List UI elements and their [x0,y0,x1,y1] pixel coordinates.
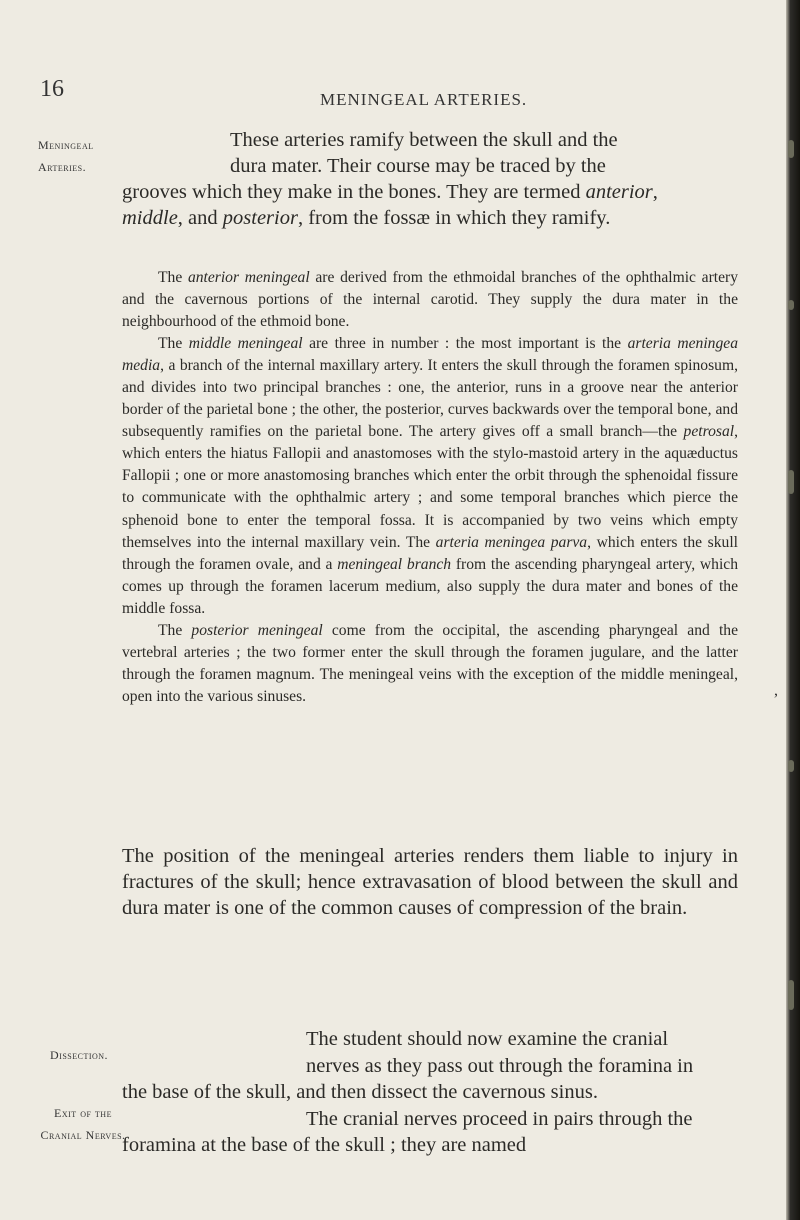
italic-term: petrosal [683,423,735,441]
italic-term: arteria meningea parva [435,533,588,551]
text-line: nerves as they pass out through the foramina in [306,1054,694,1077]
paragraph-text: The position of the meningeal arteries renders them liable to injury in fractures of the skull; hence extravasation of blood between the skull and dura mater is one of the common causes of compression of the brain. [122,845,738,920]
text-run: The [158,335,189,353]
text-run: , from the fossæ in which they ramify. [297,207,611,229]
text-line: foramina at the base of the skull ; they are named [122,1134,527,1156]
margin-note-line: Arteries. [38,160,87,174]
text-run: grooves which they make in the bones. They are termed [122,181,586,203]
text-line [122,179,738,205]
page-edge-shadow [786,0,800,1220]
text-line: The cranial nerves proceed in pairs through the [306,1107,693,1130]
page-header [0,76,800,120]
paragraph-anterior-meningeal [122,267,738,333]
margin-note-line: Cranial Nerves. [40,1128,126,1142]
text-run: , and [177,207,223,229]
text-run: , which enters the hiatus Fallopii and anastomoses with the stylo-mastoid artery in the aquæductus Fallopii ; one or more anastomosing branches which enter the orbit through the sphenoidal fissure to communicate with the ophthalmic artery ; and some temporal branches which pierce the sphenoid bone to enter the temporal fossa. It is accompanied by two veins which empty themselves into the internal maxillary vein. The [122,423,738,551]
italic-term: meningeal branch [337,555,452,573]
page-number: 16 [40,76,64,102]
text-line: The student should now examine the cranial [306,1028,669,1050]
text-run: are derived from the ethmoidal branches of the ophthalmic artery and the cavernous portions of the internal carotid. They supply the dura mater in the neighbourhood of the ethmoid bone. [122,269,738,331]
italic-term: anterior meningeal [187,269,310,286]
italic-term: arteria meningea media [122,335,738,375]
margin-note-line: Dissection. [50,1048,109,1062]
text-line: dura mater. Their course may be traced by the [230,155,606,177]
text-run: The [158,621,192,639]
text-run: , a branch of the internal maxillary artery. It enters the skull through the foramen spinosum, and divides into two principal branches : one, the anterior, runs in a groove near the anterior border of the parietal bone ; the other, the posterior, curves backwards over the temporal bone, and subsequently ramifies on the parietal bone. The artery gives off a small branch—the [122,357,738,441]
dissection-section [122,1026,738,1159]
paragraph-posterior-meningeal [122,620,738,708]
text-run: , which enters the skull through the foramen ovale, and a [122,533,738,573]
margin-note-dissection [50,1044,108,1066]
text-run: , [652,181,658,203]
paragraph-position [122,843,738,922]
italic-term: middle meningeal [188,335,303,353]
text-line: These arteries ramify between the skull and the [230,129,618,151]
italic-term: posterior meningeal [191,621,323,639]
text-run: are three in number : the most important is the [302,335,628,353]
margin-note-meningeal-arteries [38,134,94,178]
small-type-section [122,267,738,708]
paragraph-middle-meningeal [122,333,738,620]
running-head: MENINGEAL ARTERIES. [320,90,528,109]
italic-term: posterior [222,207,298,229]
margin-note-exit-cranial-nerves [38,1102,128,1146]
italic-term: anterior [585,181,653,203]
text-run: come from the occipital, the ascending pharyngeal and the vertebral arteries ; the two former enter the skull through the foramen jugulare, and the latter through the foramen magnum. The meningeal veins with the exception of the middle meningeal, open into the various sinuses. [122,621,738,705]
text-line [122,205,738,231]
margin-note-line: Meningeal [38,138,94,152]
text-line: the base of the skull, and then dissect the cavernous sinus. [122,1081,598,1103]
intro-paragraph [122,127,738,231]
text-run: The [158,269,188,286]
text-run: from the ascending pharyngeal artery, which comes up through the foramen lacerum medium, also supply the dura mater and bones of the middle fossa. [122,555,738,617]
stray-mark: , [774,682,778,699]
margin-note-line: Exit of the [54,1106,112,1120]
italic-term: middle [122,207,178,229]
